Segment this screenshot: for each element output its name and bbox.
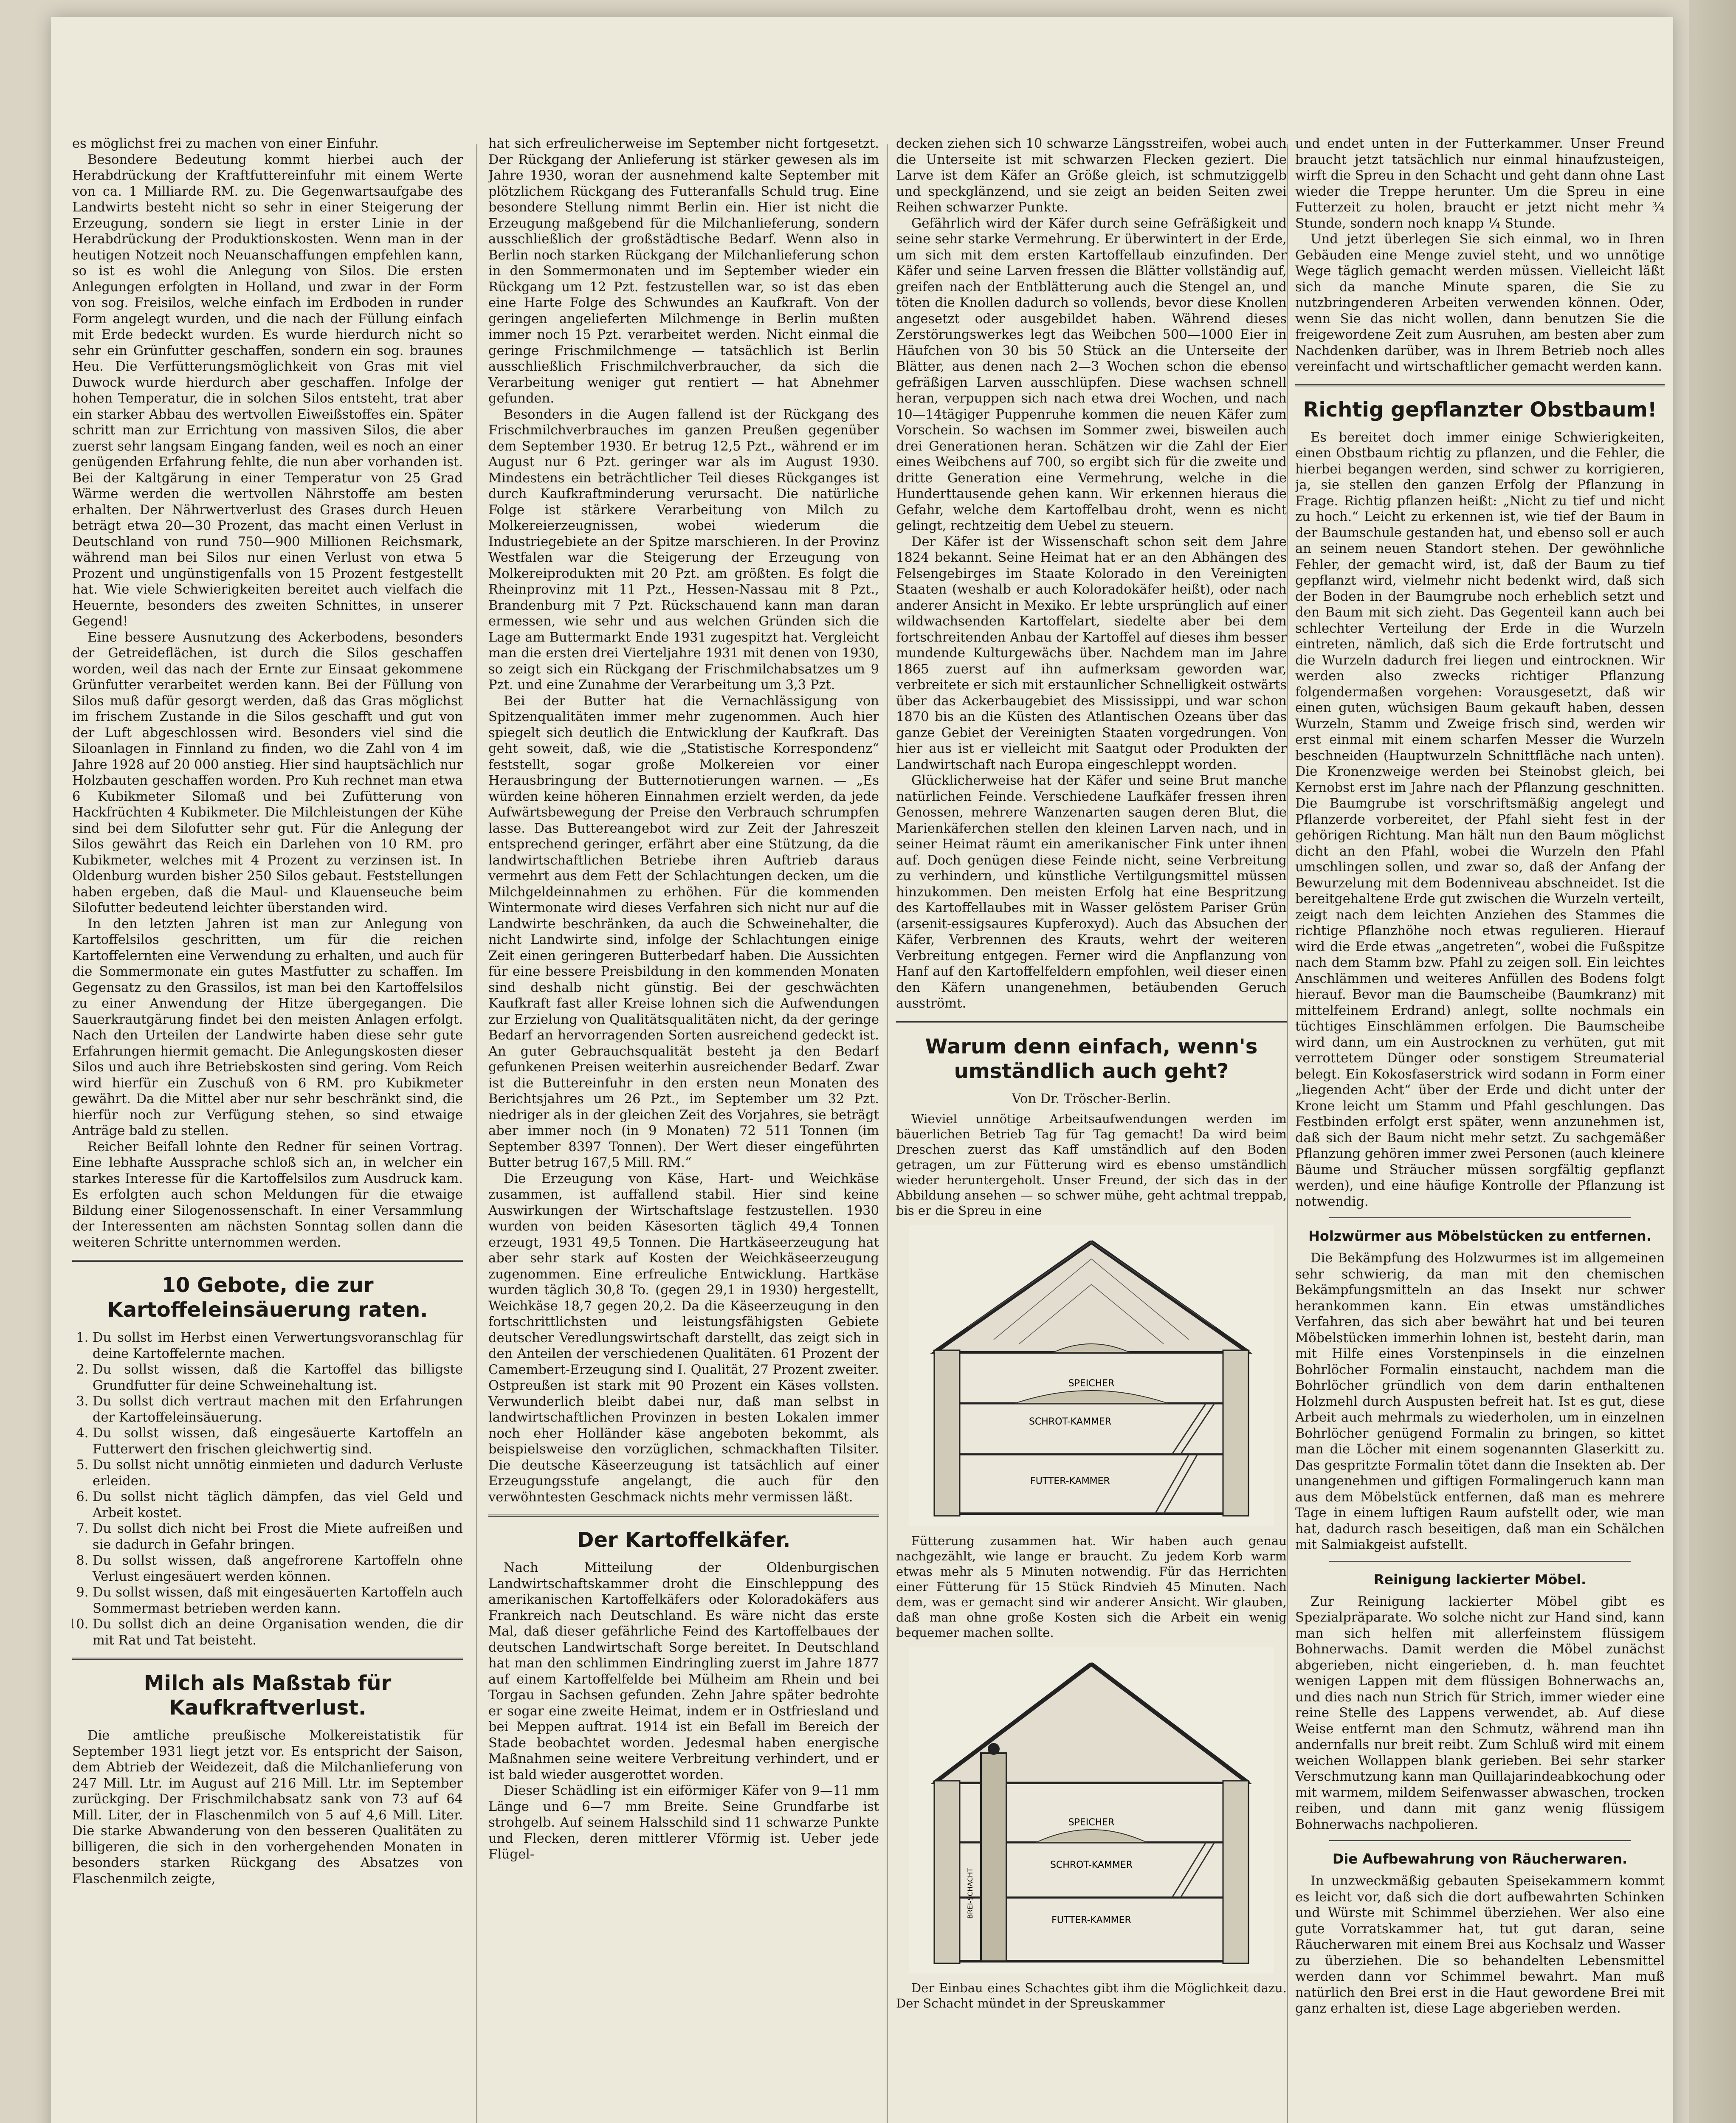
paragraph: Dieser Schädling ist ein eiförmiger Käfer von 9—11 mm Länge und 6—7 mm Breite. Seine Grundfarbe ist strohgelb. Auf seinem Halsschild sind 11 schwarze Punkte und Flecken, deren mittlerer Vförmig ist. Ueber jede Flügel- [488, 1783, 879, 1862]
headline-lackierte-moebel: Reinigung lackierter Möbel. [1373, 1571, 1587, 1588]
paragraph: Glücklicherweise hat der Käfer und seine Brut manche natürlichen Feinde. Verschiedene Laufkäfer fressen ihren Genossen, mehrere Wanzenarten saugen deren Blut, die Marienkäferchen stellen den kleinen Larven nach, und in seiner Heimat räumt ein amerikanischer Fink unter ihnen auf. Doch genügen diese Feinde nicht, seine Verbreitung zu verhindern, und künstliche Vertilgungsmittel müssen hinzukommen. Den meisten Erfolg hat eine Bespritzung des Kartoffellaubes mit in Wasser gelöstem Pariser Grün (arsenit-essigsaures Kupferoxyd). Auch das Absuchen der Käfer, Verbrennen des Krauts, wehrt der weiteren Verbreitung entgegen. Ferner wird die Anpflanzung von Hanf auf den Kartoffelfeldern empfohlen, weil dieser einen den Käfern unangenehmen, betäubenden Geruch ausströmt. [896, 773, 1287, 1011]
barn-illustration-1 [909, 1225, 1274, 1526]
fig2-schacht-label: BREI-SCHACHT [966, 1867, 974, 1919]
paragraph: es möglichst frei zu machen von einer Einfuhr. [72, 136, 379, 151]
paragraph: Gefährlich wird der Käfer durch seine Gefräßigkeit und seine sehr starke Vermehrung. Er überwintert in der Erde, um sich mit dem ersten Kartoffellaub einzufinden. Der Käfer und seine Larven fressen die Blätter vollständig auf, greifen nach der Entblätterung auch die Stengel an, und töten die Knollen dadurch so vollends, bevor diese Knollen angesetzt oder ausgebildet haben. Während dieses Zerstörungswerkes legt das Weibchen 500—1000 Eier in Häufchen von 30 bis 50 Stück an die Unterseite der Blätter, aus denen nach 2—3 Wochen schon die ebenso gefräßigen Larven ausschlüpfen. Diese wachsen schnell heran, verpuppen sich nach etwa drei Wochen, und nach 10—14tägiger Puppenruhe kommen die neuen Käfer zum Vorschein. So wachsen im Sommer zwei, bisweilen auch drei Generationen heran. Schätzen wir die Zahl der Eier eines Weibchens auf 700, so ergibt sich für die zweite und dritte Generation eine Vermehrung, welche in die Hunderttausende gehen kann. Wir erkennen hieraus die Gefahr, welche dem Kartoffelbau droht, wenn es nicht gelingt, rechtzeitig dem Uebel zu steuern. [896, 216, 1287, 533]
paragraph: Zur Reinigung lackierter Möbel gibt es Spezialpräparate. Wo solche nicht zur Hand sind, kann man sich helfen mit allerfeinstem flüssigem Bohnerwachs. Damit werden die Möbel zunächst abgerieben, nicht eingerieben, d. h. man feuchtet wenigen Lappen mit dem flüssigen Bohnerwachs an, und dies nach nun Strich für Strich, immer wieder eine reine Stelle des Lappens verwendet, ab. Auf diese Weise entfernt man den Schmutz, während man ihn andernfalls nur breit reibt. Zum Schluß wird mit einem weichen Wollappen blank gerieben. Bei sehr starker Verschmutzung kann man Quillajarindeabkochung oder mit warmem, mildem Seifenwasser abwaschen, trocken reiben, und dann mit ganz wenig flüssigem Bohnerwachs nachpolieren. [1295, 1594, 1665, 1832]
list-item: 8. Du sollst wissen, daß angefrorene Kartoffeln ohne Verlust eingesäuert werden können. [93, 1553, 463, 1585]
headline-milch: Milch als Maßstab für Kaufkraftverlust. [144, 1671, 392, 1720]
divider [1329, 1840, 1631, 1841]
fig1-schrot-label: SCHROT-KAMMER [1029, 1416, 1112, 1427]
paragraph: Und jetzt überlegen Sie sich einmal, wo in Ihren Gebäuden eine Menge zuviel steht, und wo unnötige Wege täglich gemacht werden müssen. Vielleicht läßt sich da manche Minute sparen, die Sie zu nutzbringenderen Arbeiten verwenden können. Oder, wenn Sie das nicht wollen, dann benutzen Sie die freigewordene Zeit zum Ausruhen, am besten aber zum Nachdenken darüber, was in Ihrem Betrieb noch alles vereinfacht und wirtschaftlicher gemacht werden kann. [1295, 232, 1665, 374]
byline: Von Dr. Tröscher-Berlin. [1012, 1091, 1171, 1107]
paragraph: Eine bessere Ausnutzung des Ackerbodens, besonders der Getreideflächen, ist durch die Silos geschaffen worden, weil das nach der Ernte zur Einsaat gekommene Grünfutter verarbeitet werden kann. Bei der Füllung von Silos muß dafür gesorgt werden, daß das Gras möglichst im frischem Zustande in die Silos geschafft und gut von der Luft abgeschlossen wird. Besonders viel sind die Siloanlagen in Finnland zu finden, wo die Zahl von 4 im Jahre 1928 auf 20 000 anstieg. Hier sind hauptsächlich nur Holzbauten geschaffen worden. Pro Kuh rechnet man etwa 6 Kubikmeter Silomaß und bei Zufütterung von Hackfrüchten 4 Kubikmeter. Die Milchleistungen der Kühe sind bei dem Silofutter sehr gut. Für die Anlegung der Silos gewährt das Reich ein Darlehen von 10 RM. pro Kubikmeter, welches mit 4 Prozent zu verzinsen ist. In Oldenburg wurden bisher 250 Silos gebaut. Feststellungen haben ergeben, daß die Maul- und Klauenseuche beim Silofutter bedeutend leichter überstanden wird. [72, 630, 463, 915]
fig1-futter-label: FUTTER-KAMMER [1030, 1476, 1110, 1487]
divider [72, 1260, 463, 1262]
list-item: 7. Du sollst dich nicht bei Frost die Miete aufreißen und sie dadurch in Gefahr bringen. [93, 1521, 463, 1553]
column-rule [887, 144, 888, 2123]
list-item: 3. Du sollst dich vertraut machen mit den Erfahrungen der Kartoffeleinsäuerung. [93, 1394, 463, 1425]
paragraph: In unzweckmäßig gebauten Speisekammern kommt es leicht vor, daß sich die dort aufbewahrten Schinken und Würste mit Schimmel überziehen. Wer also eine gute Vorratskammer hat, tut gut daran, seine Räucherwaren mit einem Brei aus Kochsalz und Wasser zu überziehen. Die so behandelten Lebensmittel werden dann vor Schimmel bewahrt. Man muß natürlich den Brei erst in die Haut gewordene Brei mit ganz erhalten ist, diese Lage abgerieben werden. [1295, 1874, 1665, 2016]
page-edge [1689, 0, 1736, 2123]
paragraph: Die Bekämpfung des Holzwurmes ist im allgemeinen sehr schwierig, da man mit den chemischen Bekämpfungsmitteln an das Insekt nur schwer herankommen kann. Ein etwas umständliches Verfahren, das sich aber bewährt hat und bei teuren Möbelstücken immerhin lohnen ist, besteht darin, man mit Hilfe eines Vorstenpinsels in die einzelnen Bohrlöcher Formalin einstaucht, nachdem man die Bohrlöcher gründlich von dem darin enthaltenen Holzmehl durch Auspusten befreit hat. Ist es gut, diese Arbeit auch mehrmals zu wiederholen, um in einzelnen Bohrlöcher genügend Formalin zu bringen, so kittet man die Löcher mit einem sogenannten Glaserkitt zu. Das gespritzte Formalin tötet dann die Insekten ab. Der unangenehmen und giftigen Formalingeruch kann man aus dem Möbelstück entfernen, daß man es mehrere Tage in einem luftigen Raum aufstellt oder, wie man hat, dadurch rasch beseitigen, daß man ein Schälchen mit Salmiakgeist aufstellt. [1295, 1251, 1665, 1552]
paragraph: Bei der Butter hat die Vernachlässigung von Spitzenqualitäten immer mehr zugenommen. Auch hier spiegelt sich deutlich die Entwicklung der Kaufkraft. Das geht soweit, daß, wie die „Statistische Korrespondenz“ feststellt, sogar große Molkereien vor einer Herausbringung der Butternotierungen warnen. — „Es würden keine höheren Einnahmen erzielt werden, da jede Aufwärtsbewegung der Preise den Verbrauch schrumpfen lasse. Das Buttereangebot wird zur Zeit der Jahreszeit entsprechend geringer, erfährt aber eine Stützung, da die landwirtschaftlichen Betriebe ihren Auftrieb daraus vermehrt aus dem Fett der Schlachtungen decken, um die Milchgeldeinnahmen zu erhöhen. Für die kommenden Wintermonate wird dieses Verfahren sich nicht nur auf die Landwirte beschränken, da auch die Schweinehalter, die nicht Landwirte sind, infolge der Schlachtungen einige Zeit einen geringeren Butterbedarf haben. Die Aussichten für eine bessere Preisbildung in den kommenden Monaten sind deshalb nicht günstig. Bei der geschwächten Kaufkraft fast aller Kreise lohnen sich die Aufwendungen zur Erzielung von Qualitätsqualitäten nicht, da der geringe Bedarf an hervorragenden Sorten ausreichend gedeckt ist. An guter Gebrauchsqualität besteht ja den Bedarf gefunkenen Preisen weiterhin ausreichender Bedarf. Zwar ist die Buttereinfuhr in den ersten neun Monaten des Berichtsjahres um 26 Pzt., im September um 32 Pzt. niedriger als in der gleichen Zeit des Vorjahres, sie beträgt aber immer noch (in 9 Monaten) 72 511 Tonnen (im September 8397 Tonnen). Der Wert dieser eingeführten Butter betrug 167,5 Mill. RM.“ [488, 693, 879, 1170]
fig2-schrot-label: SCHROT-KAMMER [1050, 1859, 1133, 1870]
paragraph: Der Käfer ist der Wissenschaft schon seit dem Jahre 1824 bekannt. Seine Heimat hat er an den Abhängen des Felsengebirges im Staate Kolorado in den Vereinigten Staaten (weshalb er auch Koloradokäfer heißt), oder nach anderer Ansicht in Mexiko. Er lebte ursprünglich auf einer wildwachsenden Kartoffelart, siedelte aber bei dem fortschreitenden Anbau der Kartoffel auf dieses ihm besser mundende Kulturgewächs über. Nachdem man im Jahre 1865 zuerst auf ihn aufmerksam geworden war, verbreitete er sich mit erstaunlicher Schnelligkeit ostwärts über das Ackerbaugebiet des Mississippi, und war schon 1870 bis an die Küsten des Atlantischen Ozeans über das ganze Gebiet der Vereinigten Staaten vorgedrungen. Von hier aus ist er vielleicht mit Saatgut oder Produkten der Landwirtschaft nach Europa eingeschleppt worden. [896, 534, 1287, 772]
headline-holzwuermer: Holzwürmer aus Möbelstücken zu entfernen. [1308, 1228, 1651, 1244]
paragraph: Die Erzeugung von Käse, Hart- und Weichkäse zusammen, ist auffallend stabil. Hier sind keine Auswirkungen der Wirtschaftslage festzustellen. 1930 wurden von beiden Käsesorten täglich 49,4 Tonnen erzeugt, 1931 49,5 Tonnen. Die Hartkäseerzeugung hat aber sehr stark auf Kosten der Weichkäseerzeugung zugenommen. Eine erfreuliche Entwicklung. Hartkäse wurden täglich 30,8 To. (gegen 29,1 in 1930) hergestellt, Weichkäse 18,7 gegen 20,2. Da die Käseerzeugung in den fortschrittlichsten und leistungsfähigsten Gebiete deutscher Veredlungswirtschaft darstellt, das zeigt sich in den Anteilen der verschiedenen Qualitäten. 61 Prozent der Camembert-Erzeugung sind I. Qualität, 27 Prozent zweiter. Ostpreußen ist stark mit 90 Prozent ein Käses vollsten. Verwunderlich bleibt dabei nur, daß man selbst in landwirtschaftlichen Provinzen in besten Lokalen immer noch eher Holländer käse angeboten bekommt, als beispielsweise den vorzüglichen, schmackhaften Tilsiter. Die deutsche Käseerzeugung ist tatsächlich auf einer Erzeugungsstufe angelangt, die auch für den verwöhntesten Geschmack nichts mehr vermissen läßt. [488, 1171, 879, 1505]
paragraph: Die amtliche preußische Molkereistatistik für September 1931 liegt jetzt vor. Es entspricht der Saison, dem Abtrieb der Weidezeit, daß die Milchanlieferung von 247 Mill. Ltr. im August auf 216 Mill. Ltr. im September zurückging. Der Frischmilchabsatz sank von 73 auf 64 Mill. Liter, der in Flaschenmilch von 5 auf 4,6 Mill. Liter. Die starke Abwanderung von den besseren Qualitäten zu billigeren, die sich in den vorhergehenden Monaten in besonders starken Rückgang des Absatzes von Flaschenmilch zeigte, [72, 1728, 463, 1886]
headline-obstbaum: Richtig gepflanzter Obstbaum! [1303, 397, 1657, 422]
paragraph: hat sich erfreulicherweise im September nicht fortgesetzt. Der Rückgang der Anlieferung ist stärker gewesen als im Jahre 1930, woran der ausnehmend kalte September mit plötzlichem Rückgang des Futteranfalls Schuld trug. Eine besondere Stellung nimmt Berlin ein. Hier ist nicht die Erzeugung maßgebend für die Milchanlieferung, sondern ausschließlich der großstädtische Bedarf. Wenn also in Berlin noch starken Rückgang der Milchanlieferung schon in den Sommermonaten und im September wieder ein Rückgang um 12 Pzt. festzustellen war, so ist das eben eine Harte Folge des Schwundes an Kaufkraft. Von der geringen angelieferten Milchmenge in Berlin mußten immer noch 15 Pzt. verarbeitet werden. Nicht einmal die geringe Frischmilchmenge — tatsächlich ist Berlin ausschließlich Frischmilchverbraucher, da sich die Verarbeitung weniger gut rentiert — hat Abnehmer gefunden. [488, 136, 879, 406]
paragraph: In den letzten Jahren ist man zur Anlegung von Kartoffelsilos geschritten, um für die reichen Kartoffelernten eine Verwendung zu erhalten, und auch für die Sommermonate ein gutes Mastfutter zu schaffen. Im Gegensatz zu den Grassilos, ist man bei den Kartoffelsilos zu einer Anwendung der Hitze übergegangen. Die Sauerkrautgärung findet bei den meisten Anlagen erfolgt. Nach den Urteilen der Landwirte haben diese sehr gute Erfahrungen hiermit gemacht. Die Anlegungskosten dieser Silos und auch ihre Betriebskosten sind gering. Vom Reich wird hierfür ein Zuschuß von 6 RM. pro Kubikmeter gewährt. Da die Mittel aber nur sehr beschränkt sind, die hierfür noch zur Verfügung stehen, so sind etwaige Anträge bald zu stellen. [72, 916, 463, 1138]
list-item: 5. Du sollst nicht unnötig einmieten und dadurch Verluste erleiden. [93, 1457, 463, 1489]
divider [896, 1021, 1287, 1023]
divider [1295, 384, 1665, 386]
headline-warum: Warum denn einfach, wenn's umständlich auch geht? [925, 1034, 1258, 1083]
column-3 [896, 136, 1287, 2123]
column-2 [488, 136, 879, 2123]
column-rule [1287, 144, 1288, 2123]
paragraph: decken ziehen sich 10 schwarze Längsstreifen, wobei auch die Unterseite ist mit schwarzen Flecken geziert. Die Larve ist dem Käfer an Größe gleich, ist schmutziggelb und speckglänzend, und sie zeigt an beiden Seiten zwei Reihen schwarzer Punkte. [896, 136, 1287, 215]
paragraph: Nach Mitteilung der Oldenburgischen Landwirtschaftskammer droht die Einschleppung des amerikanischen Kartoffelkäfers oder Koloradokäfers aus Frankreich nach Deutschland. Es wäre nicht das erste Mal, daß dieser gefährliche Feind des Kartoffelbaues der deutschen Landwirtschaft Sorge bereitet. In Deutschland hat man den schlimmen Eindringling zuerst im Jahre 1877 auf einem Kartoffelfelde bei Mülheim am Rhein und bei Torgau in Sachsen gefunden. Zehn Jahre später bedrohte er sogar eine zweite Heimat, indem er in Ostfriesland und bei Meppen auftrat. 1914 ist ein Befall im Bereich der Stade beobachtet worden. Jedesmal haben energische Maßnahmen seine weitere Verbreitung verhindert, und er ist bald wieder ausgerottet worden. [488, 1560, 879, 1782]
divider [72, 1658, 463, 1660]
headline-raeucherwaren: Die Aufbewahrung von Räucherwaren. [1332, 1851, 1628, 1867]
paragraph: Besonders in die Augen fallend ist der Rückgang des Frischmilchverbrauches im ganzen Preußen gegenüber dem September 1930. Er betrug 12,5 Pzt., während er im August nur 6 Pzt. geringer war als im August 1930. Mindestens ein beträchtlicher Teil dieses Rückganges ist durch Kaufkraftminderung verursacht. Die natürliche Folge ist stärkere Verarbeitung von Milch zu Molkereierzeugnissen, wobei wiederum die Industriegebiete an der Spitze marschieren. In der Provinz Westfalen war die Steigerung der Erzeugung von Molkereiprodukten mit 20 Pzt. am größten. Es folgt die Rheinprovinz mit 11 Pzt., Hessen-Nassau mit 8 Pzt., Brandenburg mit 7 Pzt. Rückschauend kann man daran ermessen, wie sehr und aus welchen Gründen sich die Lage am Buttermarkt Ende 1931 zugespitzt hat. Vergleicht man die ersten drei Vierteljahre 1931 mit denen von 1930, so zeigt sich ein Rückgang der Frischmilchabsatzes um 9 Pzt. und eine Zunahme der Verarbeitung um 3,3 Pzt. [488, 407, 879, 693]
paragraph: Wieviel unnötige Arbeitsaufwendungen werden im bäuerlichen Betrieb Tag für Tag gemacht! Da wird beim Dreschen zuerst das Kaff umständlich auf den Boden getragen, um zur Fütterung wird es ebenso umständlich wieder heruntergeholt. Unser Freund, der sich das in der Abbildung ansehen — so schwer mühe, geht achtmal treppab, bis er die Spreu in eine [896, 1112, 1287, 1218]
column-rule [476, 144, 477, 2123]
headline-gebote: 10 Gebote, die zur Kartoffeleinsäuerung raten. [107, 1273, 428, 1322]
list-item: 10. Du sollst dich an deine Organisation wenden, die dir mit Rat und Tat beisteht. [93, 1616, 463, 1648]
barn-drawing [909, 1225, 1274, 1522]
gebote-list [72, 1330, 463, 1648]
list-item: 6. Du sollst nicht täglich dämpfen, das viel Geld und Arbeit kostet. [93, 1489, 463, 1521]
figure-caption: Der Einbau eines Schachtes gibt ihm die Möglichkeit dazu. Der Schacht mündet in der Spreuskammer [896, 1981, 1287, 2010]
list-item: 1. Du sollst im Herbst einen Verwertungsvoranschlag für deine Kartoffelernte machen. [93, 1330, 463, 1362]
headline-kartoffelkaefer: Der Kartoffelkäfer. [577, 1528, 791, 1552]
fig1-speicher-label: SPEICHER [1068, 1378, 1115, 1389]
paragraph: und endet unten in der Futterkammer. Unser Freund braucht jetzt tatsächlich nur einmal hinaufzusteigen, wirft die Spreu in den Schacht und geht dann ohne Last wieder die Treppe herunter. Um die Spreu in eine Futterzeit zu holen, braucht er jetzt nicht mehr ¾ Stunde, sondern noch knapp ¼ Stunde. [1295, 136, 1665, 231]
list-item: 2. Du sollst wissen, daß die Kartoffel das billigste Grundfutter für deine Schweinehaltung ist. [93, 1362, 463, 1394]
list-item: 4. Du sollst wissen, daß eingesäuerte Kartoffeln an Futterwert den frischen gleichwertig sind. [93, 1425, 463, 1457]
paragraph: Besondere Bedeutung kommt hierbei auch der Herabdrückung der Kraftfuttereinfuhr mit einem Werte von ca. 1 Milliarde RM. zu. Die Gegenwartsaufgabe des Landwirts besteht nicht so sehr in einer Steigerung der Erzeugung, sondern sie liegt in erster Linie in der Herabdrückung der Produktionskosten. Wenn man in der heutigen Notzeit noch Neuanschaffungen empfehlen kann, so ist es wohl die Anlegung von Silos. Die ersten Anlegungen erfolgten in Holland, und zwar in der Form von sog. Freisilos, welche einfach im Erdboden in runder Form angelegt wurden, und die nach der Füllung einfach mit Erde bedeckt wurden. Es wurde hierdurch nicht so sehr ein Grünfutter geschaffen, sondern ein sog. braunes Heu. Die Verfütterungsmöglichkeit von Gras mit viel Duwock wurde hierdurch aber geschaffen. Infolge der hohen Temperatur, die in solchen Silos entsteht, trat aber ein starker Abbau des wertvollen Eiweißstoffes ein. Später schritt man zur Errichtung von massiven Silos, die aber zuerst sehr langsam Eingang fanden, weil es noch an einer genügenden Erfahrung fehlte, die nun aber vorhanden ist. Bei der Kaltgärung in einer Temperatur von 25 Grad Wärme werden die wertvollen Nährstoffe am besten erhalten. Der Nährwertverlust des Grases durch Heuen beträgt etwa 20—30 Prozent, das macht einen Verlust in Deutschland von rund 750—900 Millionen Reichsmark, während man bei Silos nur einen Verlust von etwa 5 Prozent und ungünstigenfalls von 15 Prozent festgestellt hat. Wie viele Schwierigkeiten bereitet auch vielfach die Heuernte, besonders des zweiten Schnittes, in unserer Gegend! [72, 152, 463, 629]
barn-illustration-2 [909, 1647, 1274, 1974]
paragraph: Reicher Beifall lohnte den Redner für seinen Vortrag. Eine lebhafte Aussprache schloß sich an, in welcher ein starkes Interesse für die Kartoffelsilos zum Ausdruck kam. Es erfolgten auch schon Meldungen für die etwaige Bildung einer Silogenossenschaft. In einer Versammlung der Interessenten am nächsten Sonntag sollen dann die weiteren Schritte unternommen werden. [72, 1139, 463, 1250]
barn-drawing [909, 1647, 1274, 1970]
paragraph: Es bereitet doch immer einige Schwierigkeiten, einen Obstbaum richtig zu pflanzen, und die Fehler, die hierbei begangen werden, sind schwer zu korrigieren, ja, sie stellen den ganzen Erfolg der Pflanzung in Frage. Richtig pflanzen heißt: „Nicht zu tief und nicht zu hoch.“ Leicht zu erkennen ist, wie tief der Baum in der Baumschule gestanden hat, und ebenso soll er auch an seinem neuen Standort stehen. Der gewöhnliche Fehler, der gemacht wird, ist, daß der Baum zu tief gepflanzt wird, vielmehr nicht bedenkt wird, daß sich der Boden in der Baumgrube noch erheblich setzt und den Baum mit sich zieht. Das Gegenteil kann auch bei schlechter Verteilung der Erde in die Wurzeln eintreten, nämlich, daß sich die Erde fortrutscht und die Wurzeln dadurch frei liegen und eintrocknen. Wir werden also zwecks richtiger Pflanzung folgendermaßen vorgehen: Vorausgesetzt, daß wir einen guten, wüchsigen Baum gekauft haben, dessen Wurzeln, Stamm und Zweige frisch sind, werden wir erst einmal mit einem scharfen Messer die Wurzeln beschneiden (Hauptwurzeln Schnittfläche nach unten). Die Kronenzweige werden bei Steinobst gleich, bei Kernobst erst im Jahre nach der Pflanzung geschnitten. Die Baumgrube ist vorschriftsmäßig angelegt und Pflanzerde vorbereitet, der Pfahl sieht fest in der gehörigen Richtung. Man hält nun den Baum möglichst dicht an den Pfahl, wobei die Wurzeln den Pfahl umschlingen sollen, und zwar so, daß der Anfang der Bewurzelung mit dem Bodenniveau abschneidet. Ist die bereitgehaltene Erde gut zwischen die Wurzeln verteilt, zeigt nach dem leichten Anziehen des Stammes die richtige Pflanzhöhe noch etwas regulieren. Hierauf wird die Erde etwas „angetreten“, wobei die Fußspitze nach dem Stamm bzw. Pfahl zu zeigen soll. Ein leichtes Anschlämmen und weiteres Anfüllen des Bodens folgt hierauf. Bevor man die Baumscheibe (Baumkranz) mit mittelfeinem Erdrand) anlegt, sollte nochmals ein tüchtiges Einschlämmen erfolgen. Die Baumscheibe wird dann, um ein Austrocknen zu verhüten, gut mit verrottetem Dünger oder sonstigem Streumaterial belegt. Ein Kokosfaserstrick wird sodann in Form einer „liegenden Acht“ über der Erde und dicht unter der Krone leicht um Stamm und Pfahl geschlungen. Das Festbinden erfolgt erst später, wenn anzunehmen ist, daß sich der Baum nicht mehr setzt. Zu sachgemäßer Pflanzung gehören immer zwei Personen (auch kleinere Bäume und Sträucher müssen sorgfältig gepflanzt werden), und eine häufige Kontrolle der Pflanzung ist notwendig. [1295, 430, 1665, 1209]
column-1 [72, 136, 463, 2123]
divider [488, 1515, 879, 1517]
paragraph: Fütterung zusammen hat. Wir haben auch genau nachgezählt, wie lange er braucht. Zu jedem Korb warm etwas mehr als 5 Minuten notwendig. Für das Herrichten einer Fütterung für 15 Stück Rindvieh 45 Minuten. Nach dem, was er gemacht sind wir anderer Ansicht. Wir glauben, daß man ohne große Kosten sich die Arbeit ein wenig bequemer machen sollte. [896, 1533, 1287, 1640]
divider [1329, 1561, 1631, 1562]
list-item: 9. Du sollst wissen, daß mit eingesäuerten Kartoffeln auch Sommermast betrieben werden kann. [93, 1585, 463, 1616]
column-4 [1295, 136, 1665, 2123]
fig2-futter-label: FUTTER-KAMMER [1051, 1915, 1131, 1926]
divider [1329, 1217, 1631, 1218]
fig2-speicher-label: SPEICHER [1068, 1817, 1115, 1828]
